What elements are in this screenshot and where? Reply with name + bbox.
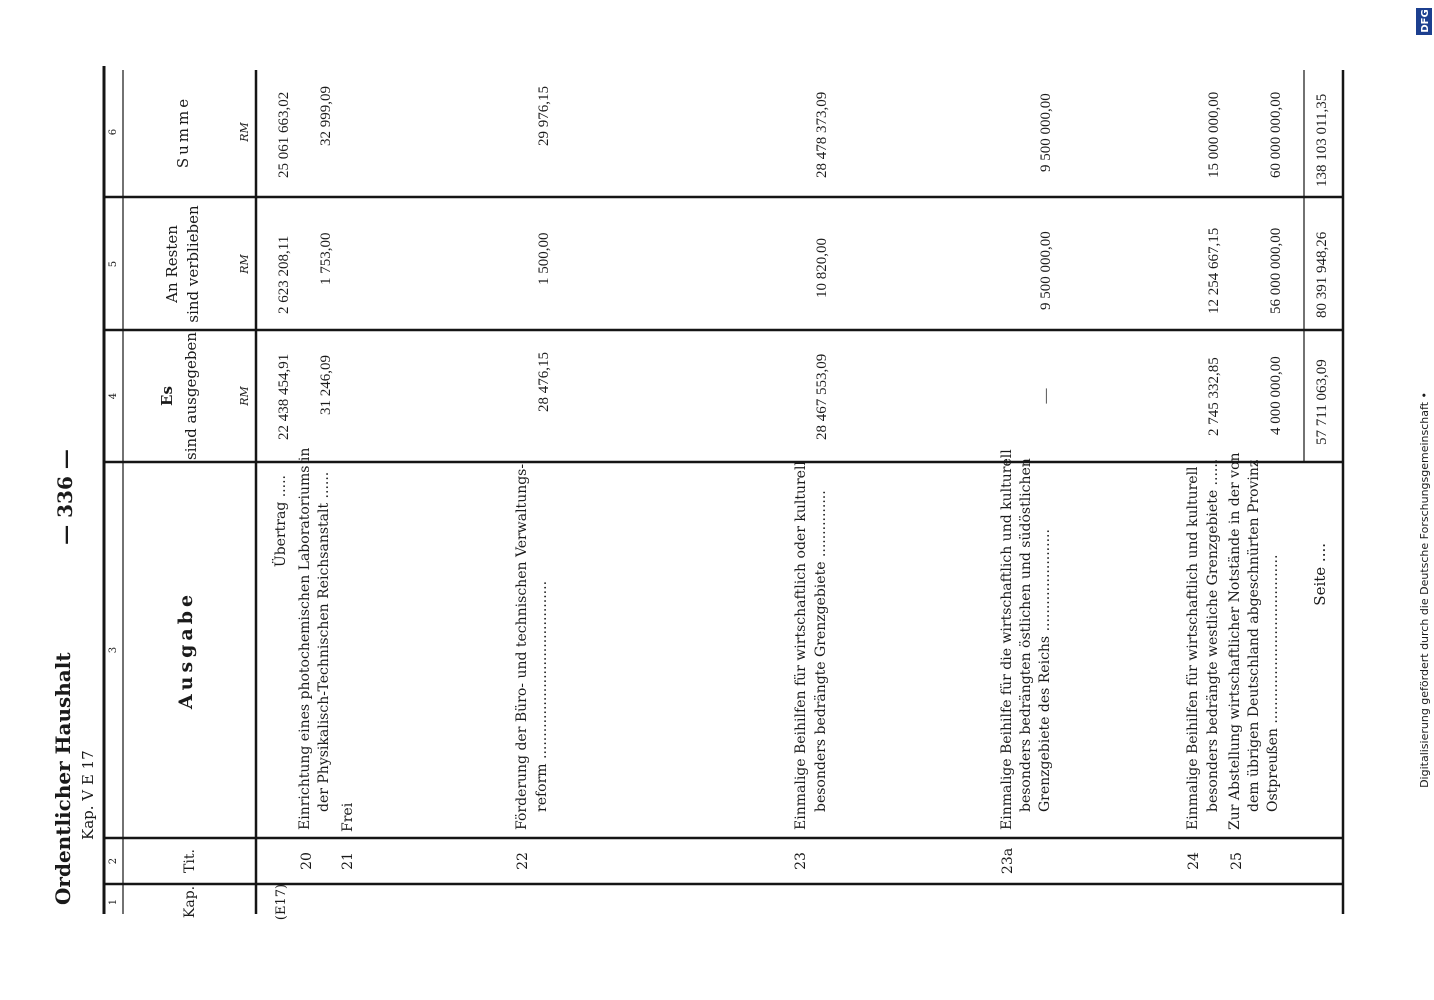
col-head-ausgabe: Ausgabe xyxy=(175,590,197,710)
sum-value: 32 999,09 xyxy=(318,86,334,146)
col-num-1: 1 xyxy=(108,898,119,906)
col-head-reste-2: sind verblieben xyxy=(184,205,202,323)
sum-value: 25 061 663,02 xyxy=(276,91,292,178)
col-head-reste: An Resten xyxy=(163,225,181,303)
tit-number: 24 xyxy=(1186,852,1202,870)
total-spent: 57 711 063,09 xyxy=(1314,359,1330,445)
tit-number: 21 xyxy=(340,852,356,870)
row-text: Ostpreußen ...................................... xyxy=(1265,554,1281,812)
rest-value: 56 000 000,00 xyxy=(1268,227,1284,314)
col-unit-summe: RM xyxy=(238,122,251,142)
dfg-logo: DFG xyxy=(1420,9,1431,33)
total-row xyxy=(1311,94,1330,606)
spent-value: 4 000 000,00 xyxy=(1268,356,1284,435)
col-num-2: 2 xyxy=(108,857,119,865)
sum-value: 9 500 000,00 xyxy=(1038,93,1054,172)
spent-value: 28 476,15 xyxy=(536,352,552,412)
rest-value: 10 820,00 xyxy=(814,238,830,298)
sum-value: 28 478 373,09 xyxy=(814,91,830,178)
row-text: reform ........................................ xyxy=(534,580,550,812)
sum-value: 29 976,15 xyxy=(536,86,552,146)
tit-number: 23a xyxy=(1000,847,1016,875)
header-title: Ordentlicher Haushalt xyxy=(51,652,75,905)
table-row xyxy=(514,86,552,870)
col-unit-ausgegeben: RM xyxy=(238,386,251,406)
spent-value: 31 246,09 xyxy=(318,355,334,415)
rest-value: 12 254 667,15 xyxy=(1206,227,1222,314)
row-text: Förderung der Büro- und technischen Verwaltungs- xyxy=(514,463,530,830)
rest-value: 2 623 208,11 xyxy=(276,235,292,314)
spent-value: 22 438 454,91 xyxy=(276,353,292,440)
row-text: Frei xyxy=(340,802,356,832)
table-row xyxy=(793,92,830,870)
tit-number: 23 xyxy=(793,852,809,870)
col-head-kap: Kap. xyxy=(182,885,198,919)
col-head-tit: Tit. xyxy=(182,849,198,873)
row-text: dem übrigen Deutschland abgeschnürten Provinz xyxy=(1246,459,1262,812)
row-text: Einmalige Beihilfen für wirtschaftlich und kulturell xyxy=(1185,466,1201,830)
tit-number: 20 xyxy=(299,852,315,870)
rest-value: 9 500 000,00 xyxy=(1038,231,1054,310)
tit-number: 25 xyxy=(1229,852,1245,870)
col-head-ausgegeben: Es xyxy=(158,386,176,406)
rest-value: 1 753,00 xyxy=(318,232,334,285)
total-rest: 80 391 948,26 xyxy=(1314,231,1330,318)
sum-value: 15 000 000,00 xyxy=(1206,91,1222,178)
col-head-summe: Summe xyxy=(174,95,192,169)
table-row xyxy=(340,802,356,870)
row-text: Grenzgebiete des Reichs ....................... xyxy=(1037,529,1053,812)
row-text: besonders bedrängte westliche Grenzgebiete ...... xyxy=(1205,458,1221,812)
total-sum: 138 103 011,35 xyxy=(1314,93,1330,187)
row-text: besonders bedrängte Grenzgebiete ............... xyxy=(813,490,829,812)
row-text: Einmalige Beihilfe für die wirtschaftlich und kulturell xyxy=(999,449,1015,830)
page-number: — 336 — xyxy=(53,449,77,545)
header-subtitle: Kap. V E 17 xyxy=(79,750,97,840)
row-text: Zur Abstellung wirtschaftlicher Notstände in der von xyxy=(1227,452,1243,830)
row-text: Übertrag ..... xyxy=(273,475,289,568)
table-row xyxy=(1227,92,1284,870)
spent-value: — xyxy=(1038,388,1054,404)
side-note-digitization: Digitalisierung gefördert durch die Deutsche Forschungsgemeinschaft • xyxy=(1418,392,1431,788)
kap-value: (E17) xyxy=(274,883,289,921)
spent-value: 2 745 332,85 xyxy=(1206,357,1222,436)
col-num-6: 6 xyxy=(108,128,119,136)
rest-value: 1 500,00 xyxy=(536,232,552,285)
row-text: Einrichtung eines photochemischen Laboratoriums in xyxy=(297,447,313,830)
row-text: Einmalige Beihilfen für wirtschaftlich oder kulturell xyxy=(793,461,809,830)
col-num-3: 3 xyxy=(108,646,119,654)
tit-number: 22 xyxy=(515,852,531,870)
sum-value: 60 000 000,00 xyxy=(1268,91,1284,178)
col-head-ausgegeben-2: sind ausgegeben xyxy=(182,332,200,460)
table-row xyxy=(297,86,334,870)
spent-value: 28 467 553,09 xyxy=(814,353,830,440)
row-text: der Physikalisch-Technischen Reichsanstalt ...... xyxy=(316,471,332,812)
table-row xyxy=(999,93,1054,874)
row-text: besonders bedrängten östlichen und südöstlichen xyxy=(1018,458,1034,812)
table-row xyxy=(1185,92,1222,870)
col-num-5: 5 xyxy=(108,260,119,268)
total-label: Seite .... xyxy=(1311,543,1329,606)
col-num-4: 4 xyxy=(108,392,119,400)
col-unit-reste: RM xyxy=(238,254,251,274)
